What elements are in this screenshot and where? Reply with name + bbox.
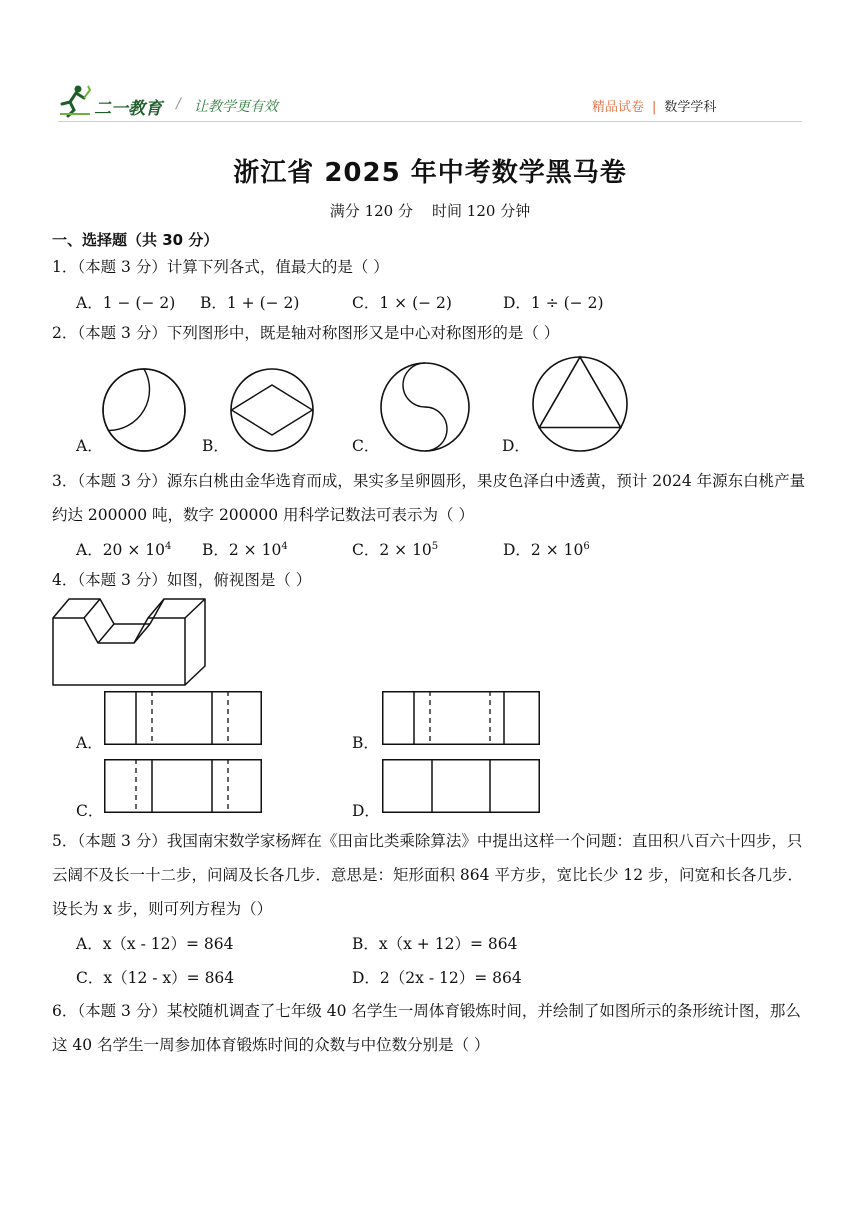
q2-option-c: C．: [352, 437, 380, 455]
q5-option-d: D．2（2x - 12）= 864: [352, 969, 522, 987]
q3-option-b: B．$2 \times 10^4$: [202, 540, 288, 559]
header-right: [592, 96, 716, 115]
q2-option-d: D．: [502, 437, 530, 455]
question-4-stem: 4．（本题 3 分）如图，俯视图是（ ）: [52, 571, 312, 589]
q5-option-a: A．x（x - 12）= 864: [76, 935, 234, 953]
question-5-stem: 5．（本题 3 分）我国南宋数学家杨辉在《田亩比类乘除算法》中提出这样一个问题：直田积八百六十四步，只云阔不及长一十二步，问阔及长各几步．意思是：矩形面积 864 平方步，宽比长少 12 步，问宽和长各几步．设长为 x 步，则可列方程为（）: [52, 832, 804, 918]
subject-label: 数学学科: [664, 100, 717, 115]
q3-option-d-exponent: 6: [583, 540, 590, 552]
header-divider: [58, 121, 802, 122]
figure-3d-notched-block: [52, 598, 208, 688]
q2-option-a: A．: [76, 437, 103, 455]
q3-option-c-exponent: 5: [431, 540, 439, 552]
option-b-top-view: [382, 691, 540, 745]
figure-b-rhombus-in-circle: [230, 368, 314, 452]
question-1-stem: 1．（本题 3 分）计算下列各式，值最大的是（ ）: [52, 258, 389, 276]
q1-option-a: A．1 − (− 2): [76, 294, 176, 312]
q1-option-c: C．1 × (− 2): [352, 294, 452, 312]
header-separator: |: [652, 100, 657, 115]
q3-option-b-exponent: 4: [281, 540, 288, 552]
q4-option-a: A．: [76, 734, 103, 752]
q3-option-a-exponent: 4: [164, 540, 172, 552]
runner-logo-icon: [58, 84, 92, 118]
option-d-top-view: [382, 759, 540, 813]
figure-c-yin-yang: [380, 362, 470, 452]
question-3-stem: 3．（本题 3 分）源东白桃由金华选育而成，果实多呈卵圆形，果皮色泽白中透黄，预计 2024 年源东白桃产量约达 200000 吨，数字 200000 用科学记数法可表示为（ ）: [52, 472, 806, 524]
question-2-stem: 2．（本题 3 分）下列图形中，既是轴对称图形又是中心对称图形的是（ ）: [52, 324, 560, 342]
q4-option-c: C．: [76, 802, 104, 820]
slash-divider: /: [176, 96, 181, 112]
q2-option-b: B．: [202, 437, 229, 455]
q3-option-a: A．$20 \times 10^4$: [76, 540, 172, 559]
page-title: 浙江省 2025 年中考数学黑马卷: [233, 158, 627, 188]
q5-option-b: B．x（x + 12）= 864: [352, 935, 518, 953]
section-heading: 一、选择题（共 30 分）: [52, 231, 219, 249]
q3-option-c: C．$2 \times 10^5$: [352, 540, 439, 559]
q3-option-d: D．$2 \times 10^6$: [503, 540, 590, 559]
q5-option-c: C．x（12 - x）= 864: [76, 969, 235, 987]
page-subtitle: 满分 120 分 时间 120 分钟: [329, 202, 531, 220]
option-c-top-view: [104, 759, 262, 813]
premium-tag: 精品试卷: [592, 100, 645, 115]
q1-option-b: B．1 + (− 2): [200, 294, 300, 312]
slogan: 让教学更有效: [194, 99, 278, 115]
q1-option-d: D．1 ÷ (− 2): [503, 294, 604, 312]
figure-d-triangle-in-circle: [532, 356, 628, 452]
q4-option-d: D．: [352, 802, 380, 820]
logo-text: 二一教育: [94, 99, 162, 119]
q4-option-b: B．: [352, 734, 379, 752]
option-a-top-view: [104, 691, 262, 745]
question-6-stem: 6．（本题 3 分）某校随机调查了七年级 40 名学生一周体育锻炼时间，并绘制了如图所示的条形统计图，那么这 40 名学生一周参加体育锻炼时间的众数与中位数分别是（ ）: [52, 1002, 801, 1054]
figure-a-three-arcs: [102, 368, 186, 452]
